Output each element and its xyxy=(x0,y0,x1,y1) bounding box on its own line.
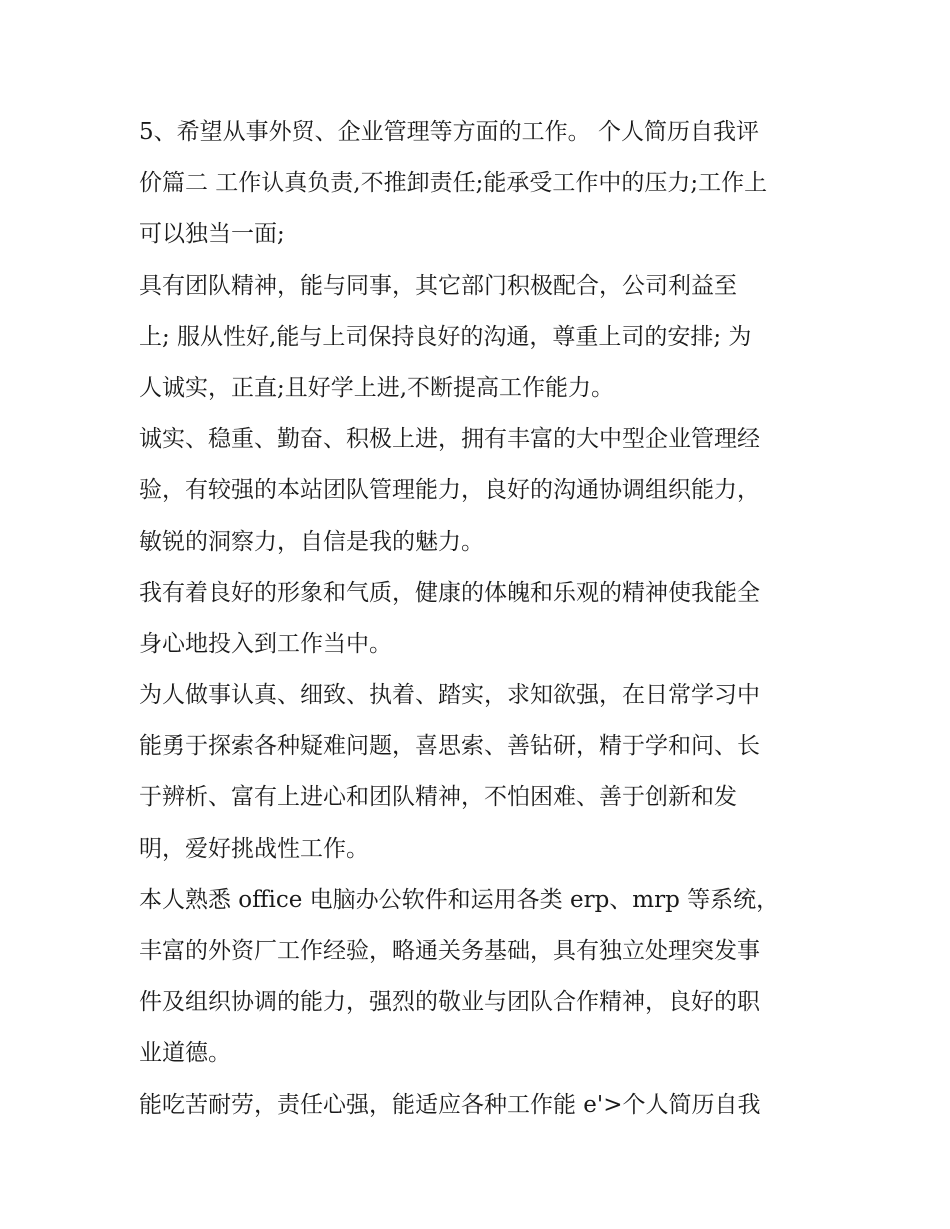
text-line: 诚实、稳重、勤奋、积极上进，拥有丰富的大中型企业管理经 xyxy=(139,426,760,453)
text-line: 明，爱好挑战性工作。 xyxy=(139,835,369,862)
text-line: 丰富的外资厂工作经验，略通关务基础，具有独立处理突发事 xyxy=(139,938,760,964)
text-line: 5、希望从事外贸、企业管理等方面的工作。 个人简历自我评 xyxy=(139,119,759,145)
text-line: 可以独当一面; xyxy=(139,221,285,248)
text-line: 上; 服从性好,能与上司保持良好的沟通，尊重上司的安排; 为 xyxy=(139,323,752,350)
text-line: 为人做事认真、细致、执着、踏实，求知欲强，在日常学习中 xyxy=(139,682,760,709)
text-line: 敏锐的洞察力，自信是我的魅力。 xyxy=(139,528,484,555)
text-line: 具有团队精神，能与同事，其它部门积极配合，公司利益至 xyxy=(139,272,737,299)
text-line: 价篇二 工作认真负责,不推卸责任;能承受工作中的压力;工作上 xyxy=(139,170,768,197)
text-line: 能吃苦耐劳，责任心强，能适应各种工作能 e'>个人简历自我 xyxy=(139,1091,761,1118)
text-line: 于辨析、富有上进心和团队精神，不怕困难、善于创新和发 xyxy=(139,784,737,811)
text-line: 人诚实，正直;且好学上进,不断提高工作能力。 xyxy=(139,374,615,401)
text-line: 件及组织协调的能力，强烈的敬业与团队合作精神，良好的职 xyxy=(139,989,760,1016)
text-line: 身心地投入到工作当中。 xyxy=(139,630,392,657)
body-text xyxy=(139,107,819,1131)
text-line: 能勇于探索各种疑难问题，喜思索、善钻研，精于学和问、长 xyxy=(139,733,760,760)
text-line: 业道德。 xyxy=(139,1040,231,1067)
text-line: 本人熟悉 office 电脑办公软件和运用各类 erp、mrp 等系统， xyxy=(139,886,780,913)
text-line: 我有着良好的形象和气质，健康的体魄和乐观的精神使我能全 xyxy=(139,579,760,606)
text-line: 验，有较强的本站团队管理能力，良好的沟通协调组织能力， xyxy=(139,477,760,504)
